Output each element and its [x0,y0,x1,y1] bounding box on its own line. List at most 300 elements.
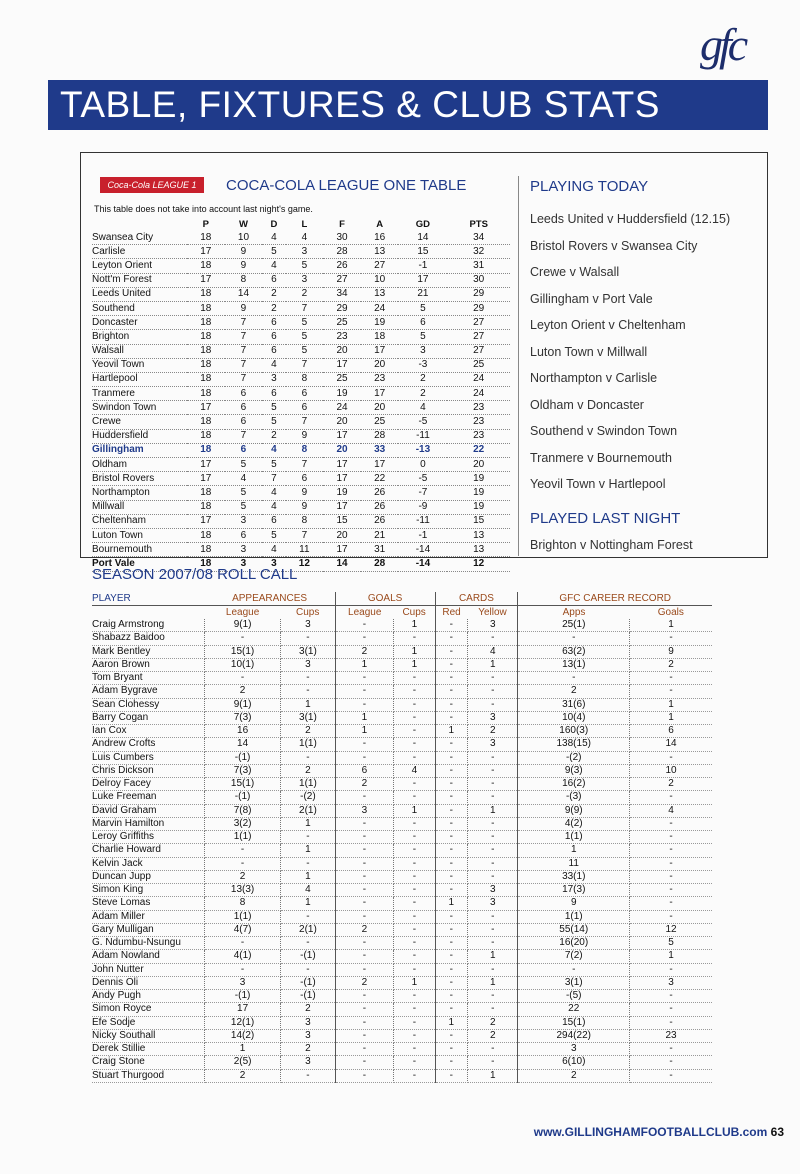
player-row [92,950,712,963]
league-cell: 10 [225,231,263,245]
league-row [92,316,510,330]
stat-cell: - [468,1043,518,1056]
player-row [92,711,712,724]
league-cell: 3 [262,372,285,386]
team-name: Nott'm Forest [92,273,187,287]
player-row [92,778,712,791]
stat-cell: - [394,1043,435,1056]
league-cell: 9 [225,245,263,259]
league-cell: 23 [447,401,510,415]
league-cell: 27 [323,273,361,287]
league-cell: 24 [323,401,361,415]
stat-cell: - [468,764,518,777]
team-name: Bristol Rovers [92,472,187,486]
stat-cell: 1 [281,698,335,711]
league-row [92,500,510,514]
league-cell: 19 [361,316,399,330]
stat-cell: 9(1) [205,619,281,632]
league-cell: 5 [286,330,324,344]
league-cell: 7 [225,316,263,330]
league-cell: 6 [262,330,285,344]
roll-subheader: Apps [562,607,586,618]
stat-cell: - [435,950,468,963]
league-cell: 6 [262,514,285,528]
league-row [92,372,510,386]
league-cell: 18 [187,443,225,457]
league-cell: 5 [286,344,324,358]
stat-cell: 55(14) [518,923,630,936]
stat-cell: - [335,1016,394,1029]
player-row [92,937,712,950]
stat-cell: - [335,685,394,698]
stat-cell: 3 [468,884,518,897]
league-cell: 3 [286,245,324,259]
player-row [92,976,712,989]
league-cell: 18 [187,486,225,500]
stat-cell: - [630,1069,712,1082]
player-row [92,1069,712,1082]
stat-cell: 2 [281,725,335,738]
stat-cell: - [468,632,518,645]
league-note: This table does not take into account last night's game. [94,204,313,214]
stat-cell: - [435,963,468,976]
league-cell: 5 [262,458,285,472]
league-cell: 3 [225,514,263,528]
league-cell: 4 [262,358,285,372]
team-name: Brighton [92,330,187,344]
player-row [92,645,712,658]
league-cell: -7 [398,486,447,500]
player-name: Craig Stone [92,1056,205,1069]
team-name: Tranmere [92,387,187,401]
stat-cell: 9 [630,645,712,658]
stat-cell: - [205,632,281,645]
league-cell: 2 [262,287,285,301]
stat-cell: - [335,870,394,883]
player-name: Leroy Griffiths [92,831,205,844]
league-cell: 11 [286,543,324,557]
league-row [92,528,510,542]
league-cell: 23 [323,330,361,344]
league-cell: 19 [323,486,361,500]
league-cell: 17 [361,344,399,358]
result-item: Brighton v Nottingham Forest [530,538,693,552]
stat-cell: - [435,672,468,685]
stat-cell: 2(5) [205,1056,281,1069]
stat-cell: - [335,1003,394,1016]
stat-cell: 17(3) [518,884,630,897]
stat-cell: - [205,857,281,870]
stat-cell: - [468,751,518,764]
player-row [92,897,712,910]
team-name: Hartlepool [92,372,187,386]
league-col-header: PTS [469,219,488,230]
stat-cell: 2 [281,1003,335,1016]
player-name: John Nutter [92,963,205,976]
league-cell: 6 [262,273,285,287]
league-cell: 20 [323,443,361,457]
stat-cell: 1 [435,725,468,738]
stat-cell: 2 [335,976,394,989]
stat-cell: 3 [281,619,335,632]
player-name: Craig Armstrong [92,619,205,632]
league-cell: 24 [447,387,510,401]
stat-cell: - [435,844,468,857]
league-cell: 18 [187,500,225,514]
stat-cell: - [394,791,435,804]
stat-cell: 2 [518,1069,630,1082]
stat-cell: 1 [281,897,335,910]
player-row [92,1016,712,1029]
stat-cell: - [435,791,468,804]
league-cell: 7 [286,301,324,315]
team-name: Doncaster [92,316,187,330]
league-table [92,218,510,572]
stat-cell: - [394,751,435,764]
stat-cell: - [468,923,518,936]
stat-cell: - [435,857,468,870]
stat-cell: - [394,1003,435,1016]
stat-cell: - [335,751,394,764]
league-cell: 20 [323,344,361,358]
player-row [92,1043,712,1056]
league-row [92,401,510,415]
fixture-item: Tranmere v Bournemouth [530,450,672,465]
stat-cell: 1 [335,725,394,738]
league-row [92,472,510,486]
league-cell: -11 [398,429,447,443]
stat-cell: 10(1) [205,658,281,671]
league-cell: 15 [398,245,447,259]
stat-cell: 9 [518,897,630,910]
league-cell: 5 [225,500,263,514]
league-cell: 7 [225,429,263,443]
league-cell: 7 [262,472,285,486]
stat-cell: - [394,897,435,910]
player-row [92,1056,712,1069]
league-cell: 18 [187,301,225,315]
league-cell: 9 [225,259,263,273]
player-name: Andrew Crofts [92,738,205,751]
player-row [92,910,712,923]
stat-cell: - [335,1043,394,1056]
stat-cell: - [281,751,335,764]
stat-cell: 1(1) [281,778,335,791]
league-col-header: A [376,219,384,230]
league-cell: 17 [323,500,361,514]
stat-cell: 138(15) [518,738,630,751]
stat-cell: - [518,632,630,645]
player-name: Luke Freeman [92,791,205,804]
league-cell: 6 [225,443,263,457]
club-logo: gfc [700,19,745,70]
team-name: Gillingham [92,443,187,457]
stat-cell: - [435,632,468,645]
player-name: Dennis Oli [92,976,205,989]
stat-cell: - [435,831,468,844]
stat-cell: - [630,990,712,1003]
league-cell: 5 [262,401,285,415]
stat-cell: 7(3) [205,764,281,777]
league-row [92,259,510,273]
player-row [92,672,712,685]
league-cell: 17 [323,543,361,557]
stat-cell: - [435,1003,468,1016]
roll-subheader-row [92,606,712,620]
stat-cell: - [394,711,435,724]
league-cell: 18 [187,387,225,401]
stat-cell: - [335,831,394,844]
stat-cell: - [435,1069,468,1082]
stat-cell: 1 [394,645,435,658]
stat-cell: - [468,831,518,844]
league-table-body [92,231,510,571]
stat-cell: 14(2) [205,1029,281,1042]
league-cell: 5 [262,245,285,259]
stat-cell: - [630,963,712,976]
stat-cell: - [435,738,468,751]
stat-cell: - [335,1029,394,1042]
stat-cell: - [435,990,468,1003]
league-cell: 18 [187,330,225,344]
stat-cell: 3 [335,804,394,817]
stat-cell: - [335,632,394,645]
fixture-item: Oldham v Doncaster [530,397,644,412]
stat-cell: - [335,857,394,870]
roll-call-table [92,592,712,1083]
stat-cell: -(5) [518,990,630,1003]
stat-cell: - [394,738,435,751]
league-cell: 24 [361,301,399,315]
stat-cell: 1 [630,619,712,632]
league-cell: 17 [323,458,361,472]
league-cell: 3 [225,543,263,557]
stat-cell: - [630,685,712,698]
team-name: Luton Town [92,528,187,542]
stat-cell: 6(10) [518,1056,630,1069]
team-name: Leyton Orient [92,259,187,273]
league-cell: 6 [262,344,285,358]
player-name: Aaron Brown [92,658,205,671]
player-row [92,1003,712,1016]
stat-cell: 16(2) [518,778,630,791]
player-name: Adam Nowland [92,950,205,963]
team-name: Port Vale [92,557,187,571]
stat-cell: - [435,937,468,950]
stat-cell: 1 [468,976,518,989]
league-cell: 28 [361,557,399,571]
stat-cell: - [335,1056,394,1069]
league-cell: 30 [447,273,510,287]
stat-cell: 1 [281,844,335,857]
stat-cell: 17 [205,1003,281,1016]
stat-cell: 3 [281,1056,335,1069]
stat-cell: 7(8) [205,804,281,817]
stat-cell: 1 [435,1016,468,1029]
stat-cell: - [468,791,518,804]
stat-cell: - [394,1056,435,1069]
team-name: Walsall [92,344,187,358]
league-row [92,514,510,528]
stat-cell: - [335,791,394,804]
stat-cell: 2 [335,923,394,936]
fixture-item: Crewe v Walsall [530,265,620,279]
stat-cell: - [630,910,712,923]
league-cell: 20 [323,415,361,429]
league-cell: 7 [286,415,324,429]
stat-cell: - [205,937,281,950]
stat-cell: - [468,778,518,791]
stat-cell: -(3) [518,791,630,804]
stat-cell: - [335,990,394,1003]
stat-cell: - [630,1056,712,1069]
player-name: Gary Mulligan [92,923,205,936]
stat-cell: 4(2) [518,817,630,830]
league-row [92,458,510,472]
league-cell: 13 [447,543,510,557]
player-name: Adam Bygrave [92,685,205,698]
stat-cell: 9(9) [518,804,630,817]
league-table-title: COCA-COLA LEAGUE ONE TABLE [226,177,467,194]
column-divider [518,176,519,556]
stat-cell: - [435,764,468,777]
stat-cell: - [630,857,712,870]
league-cell: 8 [225,273,263,287]
page-number: 63 [770,1125,784,1139]
league-cell: 18 [187,231,225,245]
league-cell: 6 [225,401,263,415]
league-cell: 9 [286,500,324,514]
stat-cell: - [630,751,712,764]
league-cell: 4 [262,231,285,245]
league-col-header: D [270,219,278,230]
league-row [92,429,510,443]
league-row [92,273,510,287]
stat-cell: 3(1) [281,711,335,724]
stat-cell: 1 [435,897,468,910]
league-cell: 16 [361,231,399,245]
stat-cell: 1 [518,844,630,857]
league-cell: 12 [447,557,510,571]
team-name: Millwall [92,500,187,514]
stat-cell: - [281,831,335,844]
stat-cell: - [468,817,518,830]
league-cell: 4 [398,401,447,415]
league-row [92,486,510,500]
stat-cell: 3 [630,976,712,989]
stat-cell: - [335,1069,394,1082]
league-cell: 4 [262,500,285,514]
stat-cell: - [630,1043,712,1056]
stat-cell: 12(1) [205,1016,281,1029]
stat-cell: - [394,725,435,738]
stat-cell: - [468,910,518,923]
league-badge: Coca-Cola LEAGUE 1 [100,177,204,193]
stat-cell: 14 [630,738,712,751]
roll-call-title: SEASON 2007/08 ROLL CALL [92,566,298,583]
league-cell: 6 [262,387,285,401]
stat-cell: 7(3) [205,711,281,724]
league-cell: -5 [398,472,447,486]
league-cell: 13 [447,528,510,542]
stat-cell: - [435,619,468,632]
league-cell: 3 [262,557,285,571]
fixture-item: Southend v Swindon Town [530,424,678,438]
league-cell: -13 [398,443,447,457]
league-cell: 8 [286,443,324,457]
player-row [92,751,712,764]
league-cell: 14 [225,287,263,301]
roll-subheader: League [348,607,382,618]
stat-cell: 4 [468,645,518,658]
stat-cell: - [468,990,518,1003]
league-cell: 19 [447,500,510,514]
stat-cell: - [281,685,335,698]
stat-cell: 2 [281,1043,335,1056]
stat-cell: - [435,910,468,923]
league-cell: 6 [225,415,263,429]
goals-header: GOALS [335,592,435,606]
stat-cell: - [435,751,468,764]
stat-cell: - [335,672,394,685]
league-cell: 6 [225,387,263,401]
fixture-item: Yeovil Town v Hartlepool [530,477,666,491]
league-cell: 17 [187,273,225,287]
fixture-item: Luton Town v Millwall [530,344,648,359]
page-banner: TABLE, FIXTURES & CLUB STATS [48,80,768,130]
stat-cell: -(2) [518,751,630,764]
stat-cell: 1 [394,976,435,989]
player-subheader [92,606,205,620]
league-cell: 18 [361,330,399,344]
career-header: GFC CAREER RECORD [518,592,712,606]
stat-cell: - [281,937,335,950]
league-cell: 15 [323,514,361,528]
stat-cell: - [630,884,712,897]
league-cell: 6 [398,316,447,330]
league-cell: 29 [323,301,361,315]
league-cell: 5 [286,259,324,273]
stat-cell: - [630,897,712,910]
league-row [92,301,510,315]
stat-cell: 3 [281,1016,335,1029]
league-cell: 17 [398,273,447,287]
stat-cell: 63(2) [518,645,630,658]
stat-cell: 10 [630,764,712,777]
league-cell: 5 [262,415,285,429]
team-name: Swansea City [92,231,187,245]
league-row [92,231,510,245]
team-name: Swindon Town [92,401,187,415]
stat-cell: - [630,672,712,685]
stat-cell: - [394,1069,435,1082]
stat-cell: 23 [630,1029,712,1042]
stat-cell: - [281,1069,335,1082]
league-cell: 17 [187,514,225,528]
stat-cell: - [435,645,468,658]
stat-cell: - [630,817,712,830]
roll-subheader: Yellow [468,606,518,620]
league-cell: 2 [398,387,447,401]
footer [534,1125,784,1139]
league-cell: 17 [361,458,399,472]
stat-cell: - [630,844,712,857]
league-cell: 29 [447,301,510,315]
league-cell: 4 [262,443,285,457]
stat-cell: 33(1) [518,870,630,883]
player-name: Efe Sodje [92,1016,205,1029]
league-cell: 34 [323,287,361,301]
